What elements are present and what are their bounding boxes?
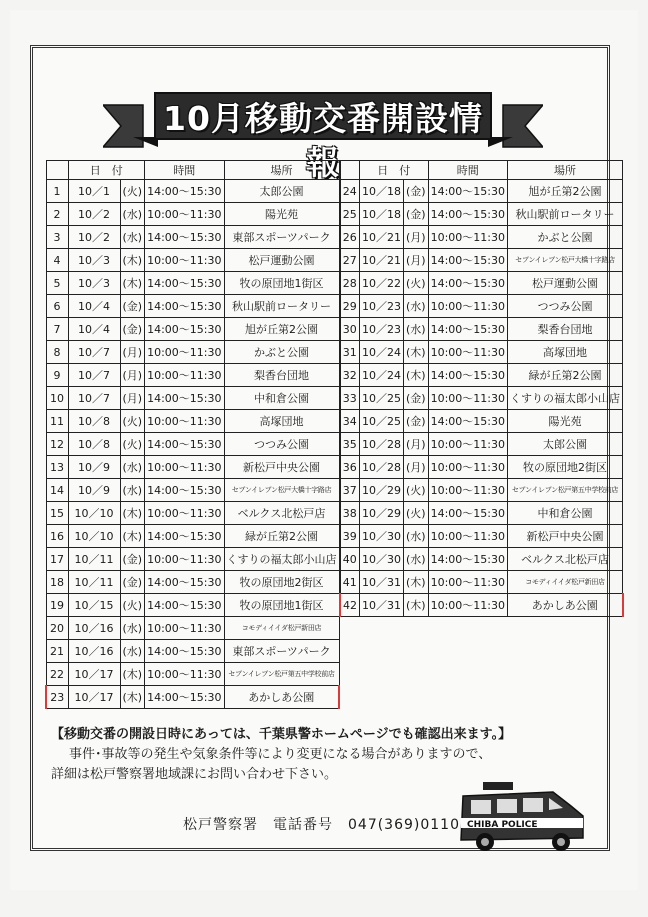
cell-date: 10／21: [360, 249, 404, 272]
cell-no: 28: [340, 272, 360, 295]
cell-weekday: (火): [404, 272, 429, 295]
cell-weekday: (木): [404, 571, 429, 594]
cell-weekday: (木): [120, 525, 145, 548]
cell-date: 10／1: [68, 180, 120, 203]
cell-weekday: (月): [404, 433, 429, 456]
cell-place: 太郎公園: [508, 433, 623, 456]
cell-place: くすりの福太郎小山店: [508, 387, 623, 410]
cell-time: 10:00～11:30: [145, 249, 224, 272]
cell-date: 10／21: [360, 226, 404, 249]
cell-time: 14:00～15:30: [428, 249, 507, 272]
cell-date: 10／28: [360, 456, 404, 479]
table-row: [46, 433, 339, 456]
cell-place: 牧の原団地2街区: [508, 456, 623, 479]
table-row: [340, 433, 623, 456]
cell-weekday: (木): [404, 594, 429, 617]
cell-date: 10／23: [360, 295, 404, 318]
cell-no: 32: [340, 364, 360, 387]
cell-date: 10／18: [360, 180, 404, 203]
cell-time: 14:00～15:30: [428, 410, 507, 433]
cell-weekday: (木): [120, 272, 145, 295]
cell-no: 1: [46, 180, 68, 203]
cell-no: 33: [340, 387, 360, 410]
cell-no: 3: [46, 226, 68, 249]
cell-no: 8: [46, 341, 68, 364]
table-row: [46, 180, 339, 203]
cell-place: 中和倉公園: [508, 502, 623, 525]
cell-weekday: (金): [404, 387, 429, 410]
cell-no: 18: [46, 571, 68, 594]
header-place: 場所: [508, 161, 623, 180]
cell-weekday: (火): [404, 479, 429, 502]
table-header-row: [46, 161, 339, 180]
cell-time: 10:00～11:30: [145, 548, 224, 571]
cell-time: 14:00～15:30: [145, 272, 224, 295]
cell-place: 新松戸中央公園: [224, 456, 339, 479]
cell-no: 5: [46, 272, 68, 295]
cell-date: 10／2: [68, 203, 120, 226]
cell-time: 10:00～11:30: [428, 571, 507, 594]
cell-no: 41: [340, 571, 360, 594]
table-row: [340, 249, 623, 272]
cell-place: つつみ公園: [508, 295, 623, 318]
cell-place: コモディイイダ松戸新田店: [224, 617, 339, 640]
cell-date: 10／24: [360, 364, 404, 387]
cell-date: 10／2: [68, 226, 120, 249]
cell-weekday: (木): [120, 686, 145, 709]
table-row: [46, 318, 339, 341]
table-row: [340, 410, 623, 433]
cell-place: 梨香台団地: [224, 364, 339, 387]
cell-place: ベルクス北松戸店: [508, 548, 623, 571]
cell-place: 梨香台団地: [508, 318, 623, 341]
cell-place: ベルクス北松戸店: [224, 502, 339, 525]
cell-time: 10:00～11:30: [145, 364, 224, 387]
cell-no: 13: [46, 456, 68, 479]
cell-weekday: (水): [404, 548, 429, 571]
cell-time: 10:00～11:30: [428, 525, 507, 548]
cell-date: 10／9: [68, 479, 120, 502]
cell-date: 10／11: [68, 571, 120, 594]
cell-date: 10／29: [360, 479, 404, 502]
cell-weekday: (木): [120, 663, 145, 686]
cell-place: コモディイイダ松戸新田店: [508, 571, 623, 594]
cell-time: 10:00～11:30: [145, 502, 224, 525]
header-no: [340, 161, 360, 180]
cell-time: 14:00～15:30: [428, 502, 507, 525]
cell-time: 14:00～15:30: [428, 548, 507, 571]
table-row: [46, 479, 339, 502]
table-row: [46, 387, 339, 410]
cell-weekday: (金): [120, 318, 145, 341]
cell-date: 10／16: [68, 640, 120, 663]
table-row: [340, 548, 623, 571]
cell-time: 14:00～15:30: [145, 525, 224, 548]
cell-weekday: (水): [404, 318, 429, 341]
cell-time: 14:00～15:30: [145, 594, 224, 617]
table-row: [340, 387, 623, 410]
cell-no: 23: [46, 686, 68, 709]
cell-no: 31: [340, 341, 360, 364]
cell-no: 22: [46, 663, 68, 686]
cell-weekday: (金): [404, 180, 429, 203]
flyer-sheet: [10, 10, 638, 890]
cell-no: 37: [340, 479, 360, 502]
header-time: 時間: [145, 161, 224, 180]
cell-no: 40: [340, 548, 360, 571]
header-place: 場所: [224, 161, 339, 180]
cell-date: 10／29: [360, 502, 404, 525]
table-row: [340, 318, 623, 341]
cell-time: 14:00～15:30: [428, 318, 507, 341]
cell-weekday: (金): [404, 410, 429, 433]
cell-time: 10:00～11:30: [145, 663, 224, 686]
cell-time: 14:00～15:30: [428, 364, 507, 387]
cell-no: 14: [46, 479, 68, 502]
cell-place: 牧の原団地1街区: [224, 272, 339, 295]
cell-time: 10:00～11:30: [428, 341, 507, 364]
table-row: [46, 663, 339, 686]
cell-place: 緑が丘第2公園: [508, 364, 623, 387]
cell-weekday: (木): [120, 249, 145, 272]
cell-date: 10／17: [68, 663, 120, 686]
table-row: [340, 479, 623, 502]
table-row: [46, 640, 339, 663]
cell-place: 牧の原団地2街区: [224, 571, 339, 594]
cell-place: セブンイレブン松戸第五中学校前店: [508, 479, 623, 502]
cell-weekday: (火): [120, 180, 145, 203]
cell-place: あかしあ公園: [224, 686, 339, 709]
table-row: [46, 364, 339, 387]
cell-no: 7: [46, 318, 68, 341]
cell-time: 14:00～15:30: [428, 272, 507, 295]
notice-line-3: 詳細は松戸警察署地域課にお問い合わせ下さい。: [51, 767, 338, 782]
cell-date: 10／3: [68, 272, 120, 295]
cell-date: 10／4: [68, 318, 120, 341]
cell-time: 10:00～11:30: [428, 456, 507, 479]
cell-time: 14:00～15:30: [145, 686, 224, 709]
table-row: [340, 295, 623, 318]
cell-date: 10／17: [68, 686, 120, 709]
cell-place: 陽光苑: [508, 410, 623, 433]
table-row: [46, 548, 339, 571]
cell-no: 15: [46, 502, 68, 525]
notice-line-2: 事件･事故等の発生や気象条件等により変更になる場合がありますので、: [69, 747, 492, 762]
cell-time: 10:00～11:30: [428, 226, 507, 249]
table-row: [46, 456, 339, 479]
cell-time: 14:00～15:30: [145, 295, 224, 318]
cell-weekday: (水): [404, 295, 429, 318]
cell-place: かぶと公園: [224, 341, 339, 364]
cell-weekday: (金): [120, 548, 145, 571]
cell-no: 27: [340, 249, 360, 272]
cell-weekday: (金): [120, 571, 145, 594]
cell-weekday: (金): [404, 203, 429, 226]
cell-time: 10:00～11:30: [428, 387, 507, 410]
cell-place: 秋山駅前ロータリー: [224, 295, 339, 318]
cell-time: 14:00～15:30: [428, 180, 507, 203]
cell-no: 35: [340, 433, 360, 456]
cell-weekday: (月): [404, 249, 429, 272]
cell-time: 10:00～11:30: [145, 617, 224, 640]
cell-no: 30: [340, 318, 360, 341]
header-no: [46, 161, 68, 180]
cell-weekday: (月): [120, 387, 145, 410]
table-row: [340, 456, 623, 479]
table-row: [46, 502, 339, 525]
cell-time: 14:00～15:30: [145, 318, 224, 341]
flyer-frame: [30, 45, 620, 851]
cell-weekday: (水): [120, 479, 145, 502]
table-row: [46, 594, 339, 617]
cell-date: 10／15: [68, 594, 120, 617]
cell-time: 14:00～15:30: [145, 387, 224, 410]
cell-time: 10:00～11:30: [145, 341, 224, 364]
cell-no: 24: [340, 180, 360, 203]
cell-weekday: (火): [120, 433, 145, 456]
cell-no: 39: [340, 525, 360, 548]
contact-footer: 松戸警察署 電話番号 047(369)0110: [183, 817, 460, 833]
cell-date: 10／16: [68, 617, 120, 640]
cell-date: 10／10: [68, 525, 120, 548]
cell-place: つつみ公園: [224, 433, 339, 456]
cell-time: 14:00～15:30: [145, 571, 224, 594]
cell-weekday: (金): [120, 295, 145, 318]
table-row: [46, 203, 339, 226]
table-row: [46, 249, 339, 272]
cell-no: 2: [46, 203, 68, 226]
cell-no: 42: [340, 594, 360, 617]
table-row: [340, 341, 623, 364]
schedule-table-left: [45, 160, 340, 709]
cell-place: 旭が丘第2公園: [508, 180, 623, 203]
header-date: 日 付: [360, 161, 429, 180]
cell-no: 11: [46, 410, 68, 433]
table-row: [340, 594, 623, 617]
table-row: [340, 272, 623, 295]
cell-time: 14:00～15:30: [145, 640, 224, 663]
notice-line-1: 【移動交番の開設日時にあっては、千葉県警ホームページでも確認出来ます。】: [51, 727, 512, 742]
cell-time: 14:00～15:30: [145, 180, 224, 203]
cell-no: 36: [340, 456, 360, 479]
table-row: [340, 525, 623, 548]
cell-weekday: (水): [120, 456, 145, 479]
cell-time: 14:00～15:30: [145, 433, 224, 456]
table-row: [46, 617, 339, 640]
cell-date: 10／7: [68, 387, 120, 410]
cell-weekday: (水): [120, 640, 145, 663]
cell-date: 10／23: [360, 318, 404, 341]
cell-weekday: (月): [404, 456, 429, 479]
cell-no: 38: [340, 502, 360, 525]
cell-place: 新松戸中央公園: [508, 525, 623, 548]
table-row: [340, 203, 623, 226]
cell-date: 10／11: [68, 548, 120, 571]
cell-no: 16: [46, 525, 68, 548]
cell-place: 高塚団地: [508, 341, 623, 364]
cell-time: 10:00～11:30: [428, 479, 507, 502]
cell-weekday: (火): [404, 502, 429, 525]
cell-weekday: (木): [120, 502, 145, 525]
cell-time: 10:00～11:30: [428, 295, 507, 318]
table-row: [46, 410, 339, 433]
table-row: [340, 502, 623, 525]
cell-date: 10／3: [68, 249, 120, 272]
table-row: [46, 686, 339, 709]
cell-no: 6: [46, 295, 68, 318]
cell-place: 高塚団地: [224, 410, 339, 433]
table-row: [340, 226, 623, 249]
table-row: [46, 272, 339, 295]
cell-date: 10／24: [360, 341, 404, 364]
cell-time: 10:00～11:30: [428, 433, 507, 456]
cell-no: 26: [340, 226, 360, 249]
cell-date: 10／7: [68, 341, 120, 364]
cell-date: 10／8: [68, 433, 120, 456]
cell-weekday: (水): [120, 226, 145, 249]
cell-place: 松戸運動公園: [508, 272, 623, 295]
cell-no: 21: [46, 640, 68, 663]
cell-time: 10:00～11:30: [145, 456, 224, 479]
cell-date: 10／18: [360, 203, 404, 226]
cell-weekday: (火): [120, 594, 145, 617]
cell-date: 10／4: [68, 295, 120, 318]
cell-date: 10／22: [360, 272, 404, 295]
cell-weekday: (水): [120, 203, 145, 226]
page-title: 10月移動交番開設情報: [163, 99, 483, 182]
cell-place: 緑が丘第2公園: [224, 525, 339, 548]
cell-place: 東部スポーツパーク: [224, 640, 339, 663]
cell-place: 牧の原団地1街区: [224, 594, 339, 617]
cell-place: 旭が丘第2公園: [224, 318, 339, 341]
cell-date: 10／25: [360, 387, 404, 410]
table-header-row: [340, 161, 623, 180]
cell-place: 中和倉公園: [224, 387, 339, 410]
cell-date: 10／10: [68, 502, 120, 525]
cell-weekday: (木): [404, 364, 429, 387]
van-label: CHIBA POLICE: [467, 820, 538, 830]
table-row: [46, 571, 339, 594]
cell-time: 10:00～11:30: [428, 594, 507, 617]
cell-no: 20: [46, 617, 68, 640]
table-row: [46, 525, 339, 548]
police-van-icon: [453, 776, 593, 860]
cell-date: 10／9: [68, 456, 120, 479]
cell-no: 4: [46, 249, 68, 272]
cell-weekday: (火): [120, 410, 145, 433]
table-row: [340, 364, 623, 387]
cell-date: 10／30: [360, 525, 404, 548]
cell-date: 10／31: [360, 594, 404, 617]
cell-weekday: (水): [120, 617, 145, 640]
cell-date: 10／30: [360, 548, 404, 571]
table-row: [340, 180, 623, 203]
cell-date: 10／7: [68, 364, 120, 387]
cell-weekday: (月): [404, 226, 429, 249]
cell-no: 19: [46, 594, 68, 617]
cell-date: 10／28: [360, 433, 404, 456]
header-time: 時間: [428, 161, 507, 180]
cell-place: セブンイレブン松戸大橋十字路店: [508, 249, 623, 272]
header-date: 日 付: [68, 161, 145, 180]
cell-no: 10: [46, 387, 68, 410]
cell-time: 14:00～15:30: [145, 226, 224, 249]
cell-weekday: (月): [120, 364, 145, 387]
schedule-table-right: [339, 160, 624, 617]
cell-place: 秋山駅前ロータリー: [508, 203, 623, 226]
cell-place: 太郎公園: [224, 180, 339, 203]
cell-place: 陽光苑: [224, 203, 339, 226]
cell-weekday: (月): [120, 341, 145, 364]
cell-place: かぶと公園: [508, 226, 623, 249]
cell-time: 14:00～15:30: [145, 479, 224, 502]
cell-date: 10／31: [360, 571, 404, 594]
cell-no: 29: [340, 295, 360, 318]
cell-place: セブンイレブン松戸大橋十字路店: [224, 479, 339, 502]
table-row: [46, 226, 339, 249]
cell-no: 17: [46, 548, 68, 571]
cell-weekday: (木): [404, 341, 429, 364]
cell-date: 10／8: [68, 410, 120, 433]
table-row: [46, 295, 339, 318]
cell-weekday: (水): [404, 525, 429, 548]
cell-no: 12: [46, 433, 68, 456]
cell-place: あかしあ公園: [508, 594, 623, 617]
cell-no: 25: [340, 203, 360, 226]
cell-time: 14:00～15:30: [428, 203, 507, 226]
cell-time: 10:00～11:30: [145, 203, 224, 226]
cell-time: 10:00～11:30: [145, 410, 224, 433]
cell-date: 10／25: [360, 410, 404, 433]
table-row: [46, 341, 339, 364]
cell-no: 34: [340, 410, 360, 433]
cell-place: 東部スポーツパーク: [224, 226, 339, 249]
table-row: [340, 571, 623, 594]
cell-place: 松戸運動公園: [224, 249, 339, 272]
cell-place: くすりの福太郎小山店: [224, 548, 339, 571]
cell-place: セブンイレブン松戸第五中学校前店: [224, 663, 339, 686]
cell-no: 9: [46, 364, 68, 387]
